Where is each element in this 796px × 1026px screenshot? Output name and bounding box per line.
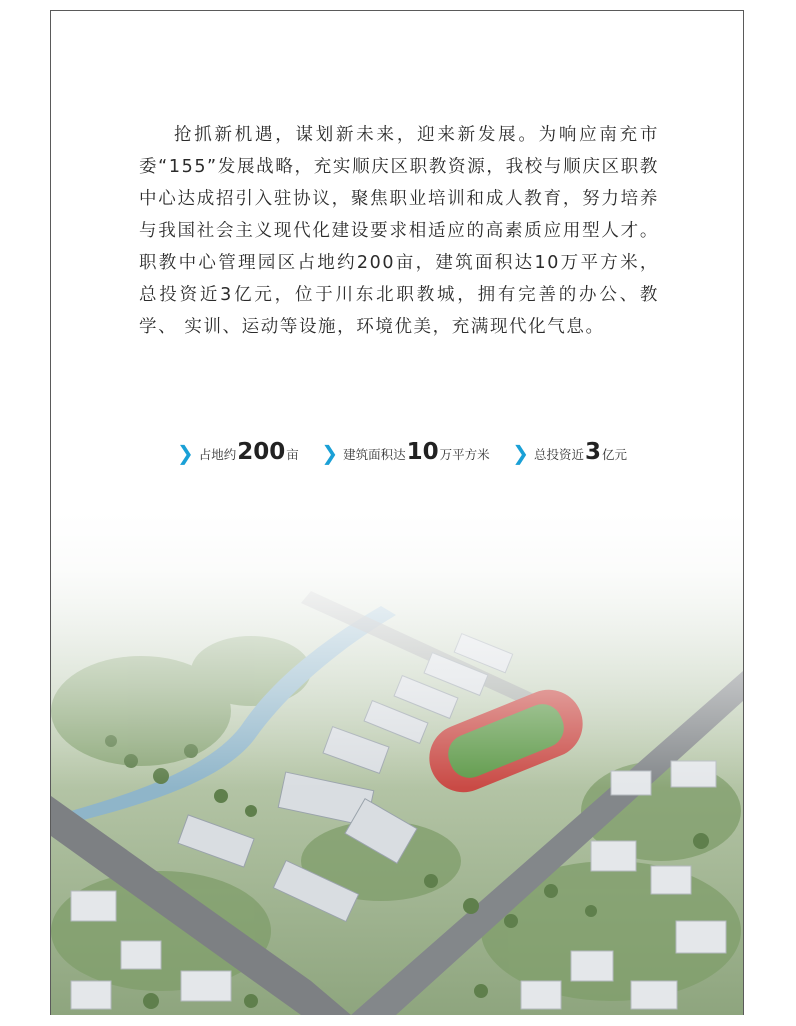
- brochure-page: [50, 10, 744, 1015]
- chevron-right-icon: ❯: [321, 441, 339, 465]
- stat-area: [177, 439, 299, 465]
- stat-value: 3: [584, 439, 601, 465]
- chevron-right-icon: ❯: [177, 441, 194, 465]
- stat-value: 200: [237, 439, 286, 465]
- stat-suffix: 亩: [286, 447, 299, 462]
- stat-prefix: 总投资近: [533, 447, 584, 462]
- stat-suffix: 亿元: [601, 447, 627, 462]
- campus-aerial-rendering: [51, 511, 743, 1015]
- stats-row: [177, 439, 627, 465]
- intro-paragraph: 抢抓新机遇，谋划新未来，迎来新发展。为响应南充市委“155”发展战略，充实顺庆区职教资源，我校与顺庆区职教中心达成招引入驻协议，聚焦职业培训和成人教育，努力培养与我国社会主义现代化建设要求相适应的高素质应用型人才。职教中心管理园区占地约200亩，建筑面积达10万平方米，总投资近3亿元，位于川东北职教城，拥有完善的办公、教学、 实训、运动等设施，环境优美，充满现代化气息。: [139, 125, 659, 337]
- stat-prefix: 占地约: [198, 447, 237, 462]
- chevron-right-icon: ❯: [512, 441, 529, 465]
- intro-text: [139, 119, 659, 343]
- stat-investment: [512, 439, 627, 465]
- stat-value: 10: [406, 439, 439, 465]
- stat-prefix: 建筑面积达: [343, 447, 406, 462]
- stat-suffix: 万平方米: [439, 447, 490, 462]
- stat-floor-area: [321, 439, 489, 465]
